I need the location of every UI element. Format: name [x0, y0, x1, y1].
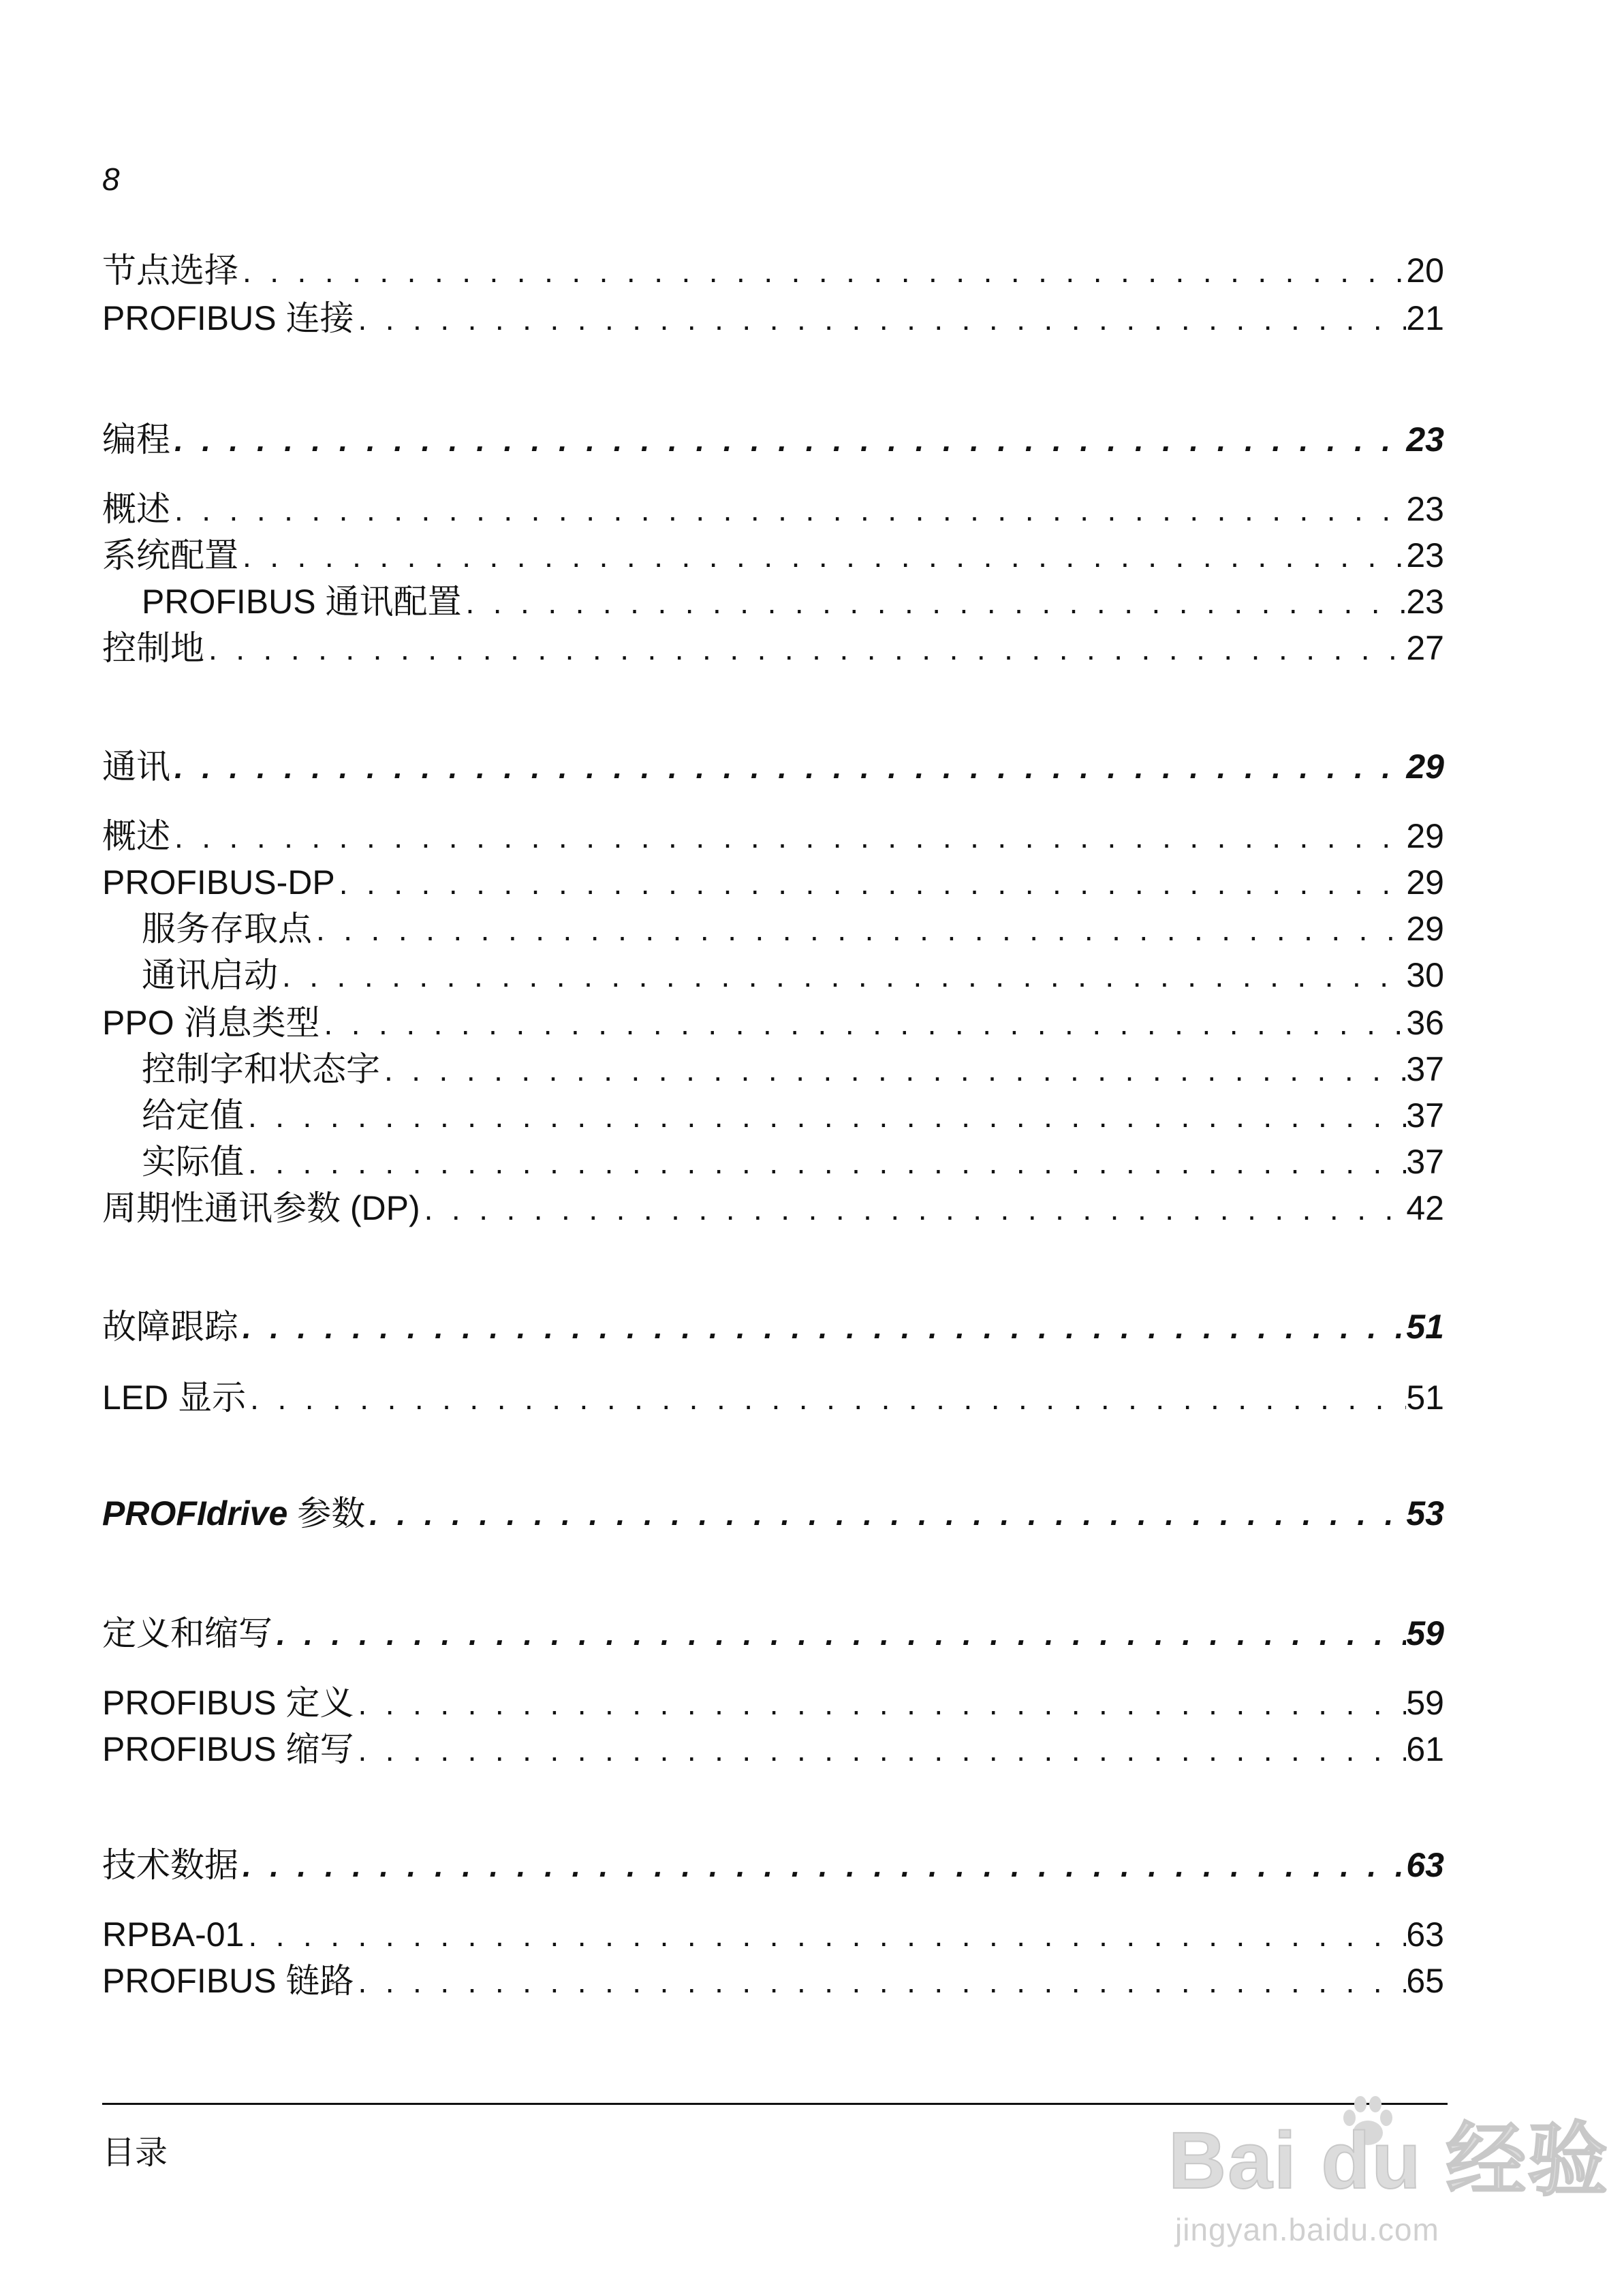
leader-dots: [319, 1006, 1406, 1041]
toc-entry[interactable]: [102, 537, 1444, 574]
baidu-jingyan-watermark: [1161, 2071, 1610, 2276]
toc-chapter-label: 技术数据: [102, 1846, 238, 1884]
toc-entry-label: 给定值: [142, 1096, 244, 1135]
leader-dots: [244, 1918, 1406, 1953]
toc-entry-label: PROFIBUS 连接: [102, 299, 354, 337]
leader-dots: [354, 1965, 1406, 1999]
toc-entry-label: PROFIBUS-DP: [102, 863, 335, 902]
leader-dots: [278, 959, 1406, 994]
toc-chapter-page: 23: [1406, 420, 1444, 459]
toc-entry-page: 30: [1406, 956, 1444, 994]
toc-entry-page: 27: [1406, 629, 1444, 667]
leader-dots: [461, 585, 1406, 620]
leader-dots: [238, 1310, 1406, 1345]
leader-dots: [312, 912, 1406, 947]
leader-dots: [170, 820, 1406, 854]
toc-subentry[interactable]: [142, 910, 1444, 948]
toc-entry[interactable]: [102, 300, 1444, 337]
toc-entry-label: 周期性通讯参数 (DP): [102, 1189, 420, 1227]
leader-dots: [244, 1145, 1406, 1180]
toc-chapter-entry[interactable]: [102, 1308, 1444, 1346]
toc-entry[interactable]: [102, 1731, 1444, 1768]
toc-entry-label: PROFIBUS 缩写: [102, 1730, 354, 1768]
toc-chapter-label: 通讯: [102, 748, 170, 786]
toc-chapter-entry[interactable]: [102, 421, 1444, 459]
toc-entry-page: 20: [1406, 251, 1444, 290]
toc-chapter-entry[interactable]: [102, 1847, 1444, 1884]
toc-chapter-label: [102, 1495, 365, 1532]
toc-entry-page: 51: [1406, 1378, 1444, 1417]
toc-entry-page: 29: [1406, 817, 1444, 855]
toc-chapter-label-rest: 参数: [287, 1494, 366, 1532]
toc-chapter-page: 63: [1406, 1846, 1444, 1884]
toc-entry-page: 42: [1406, 1189, 1444, 1227]
leader-dots: [170, 423, 1406, 458]
toc-entry[interactable]: [102, 491, 1444, 528]
toc-entry-page: 63: [1406, 1915, 1444, 1954]
toc-entry-label: 概述: [102, 490, 170, 528]
toc-subentry[interactable]: [142, 583, 1444, 621]
leader-dots: [238, 254, 1406, 289]
leader-dots: [246, 1381, 1406, 1416]
leader-dots: [238, 1849, 1406, 1883]
toc-entry-label: RPBA-01: [102, 1915, 245, 1954]
leader-dots: [354, 1686, 1406, 1721]
leader-dots: [335, 866, 1407, 901]
leader-dots: [244, 1099, 1406, 1134]
toc-entry-page: 37: [1406, 1096, 1444, 1135]
toc-chapter-entry[interactable]: [102, 1495, 1444, 1532]
watermark-logo-text: Bai du 经验: [1168, 2116, 1610, 2206]
leader-dots: [354, 1733, 1406, 1768]
leader-dots: [238, 539, 1406, 574]
toc-chapter-entry[interactable]: [102, 748, 1444, 786]
toc-entry[interactable]: [102, 864, 1444, 902]
profidrive-brand: PROFIdrive: [102, 1494, 288, 1532]
toc-entry-label: 控制字和状态字: [142, 1050, 380, 1088]
leader-dots: [420, 1192, 1407, 1227]
toc-entry-label: 控制地: [102, 629, 204, 667]
toc-entry[interactable]: [102, 630, 1444, 667]
toc-entry-page: 65: [1406, 1962, 1444, 2000]
toc-entry-label: 通讯启动: [142, 956, 278, 994]
toc-entry-label: 概述: [102, 817, 170, 855]
toc-subentry[interactable]: [142, 1143, 1444, 1181]
toc-entry[interactable]: [102, 1962, 1444, 2000]
toc-entry-page: 61: [1406, 1730, 1444, 1768]
toc-entry-page: 29: [1406, 863, 1444, 902]
toc-chapter-page: 29: [1406, 748, 1444, 786]
toc-chapter-label: 编程: [102, 420, 170, 459]
toc-entry-page: 37: [1406, 1050, 1444, 1088]
footer-section-label: 目录: [102, 2135, 168, 2171]
toc-subentry[interactable]: [142, 957, 1444, 994]
toc-entry-page: 23: [1406, 583, 1444, 621]
toc-entry-label: PROFIBUS 通讯配置: [142, 583, 462, 621]
toc-entry[interactable]: [102, 818, 1444, 855]
toc-chapter-label: 定义和缩写: [102, 1614, 272, 1652]
toc-chapter-page: 51: [1406, 1308, 1444, 1346]
leader-dots: [204, 632, 1406, 666]
toc-entry-page: 21: [1406, 299, 1444, 337]
toc-entry-page: 59: [1406, 1684, 1444, 1722]
leader-dots: [170, 493, 1406, 527]
toc-entry-page: 29: [1406, 910, 1444, 948]
leader-dots: [365, 1497, 1406, 1532]
leader-dots: [354, 302, 1406, 337]
leader-dots: [380, 1053, 1406, 1088]
leader-dots: [170, 750, 1406, 785]
toc-entry-page: 37: [1406, 1143, 1444, 1181]
toc-chapter-page: 53: [1406, 1494, 1444, 1532]
toc-entry-label: 系统配置: [102, 536, 238, 574]
toc-chapter-entry[interactable]: [102, 1615, 1444, 1652]
toc-chapter-label: 故障跟踪: [102, 1308, 238, 1346]
toc-entry[interactable]: [102, 1684, 1444, 1722]
toc-entry-page: 36: [1406, 1004, 1444, 1042]
toc-entry-page: 23: [1406, 536, 1444, 574]
toc-entry[interactable]: [102, 252, 1444, 290]
toc-entry-label: PROFIBUS 链路: [102, 1962, 354, 2000]
toc-entry[interactable]: [102, 1916, 1444, 1954]
toc-entry[interactable]: [102, 1379, 1444, 1417]
toc-chapter-page: 59: [1406, 1614, 1444, 1652]
toc-entry-label: LED 显示: [102, 1378, 247, 1417]
toc-entry[interactable]: [102, 1190, 1444, 1227]
watermark-url: jingyan.baidu.com: [1175, 2212, 1439, 2247]
toc-subentry[interactable]: [142, 1051, 1444, 1088]
leader-dots: [272, 1617, 1406, 1652]
toc-entry-label: 服务存取点: [142, 910, 312, 948]
toc-entry-page: 23: [1406, 490, 1444, 528]
toc-entry-label: PROFIBUS 定义: [102, 1684, 354, 1722]
toc-entry-label: PPO 消息类型: [102, 1004, 320, 1042]
page-number: 8: [102, 161, 120, 197]
toc-entry-label: 节点选择: [102, 251, 238, 290]
toc-subentry[interactable]: [142, 1097, 1444, 1135]
toc-entry-label: 实际值: [142, 1143, 244, 1181]
toc-entry[interactable]: [102, 1004, 1444, 1042]
